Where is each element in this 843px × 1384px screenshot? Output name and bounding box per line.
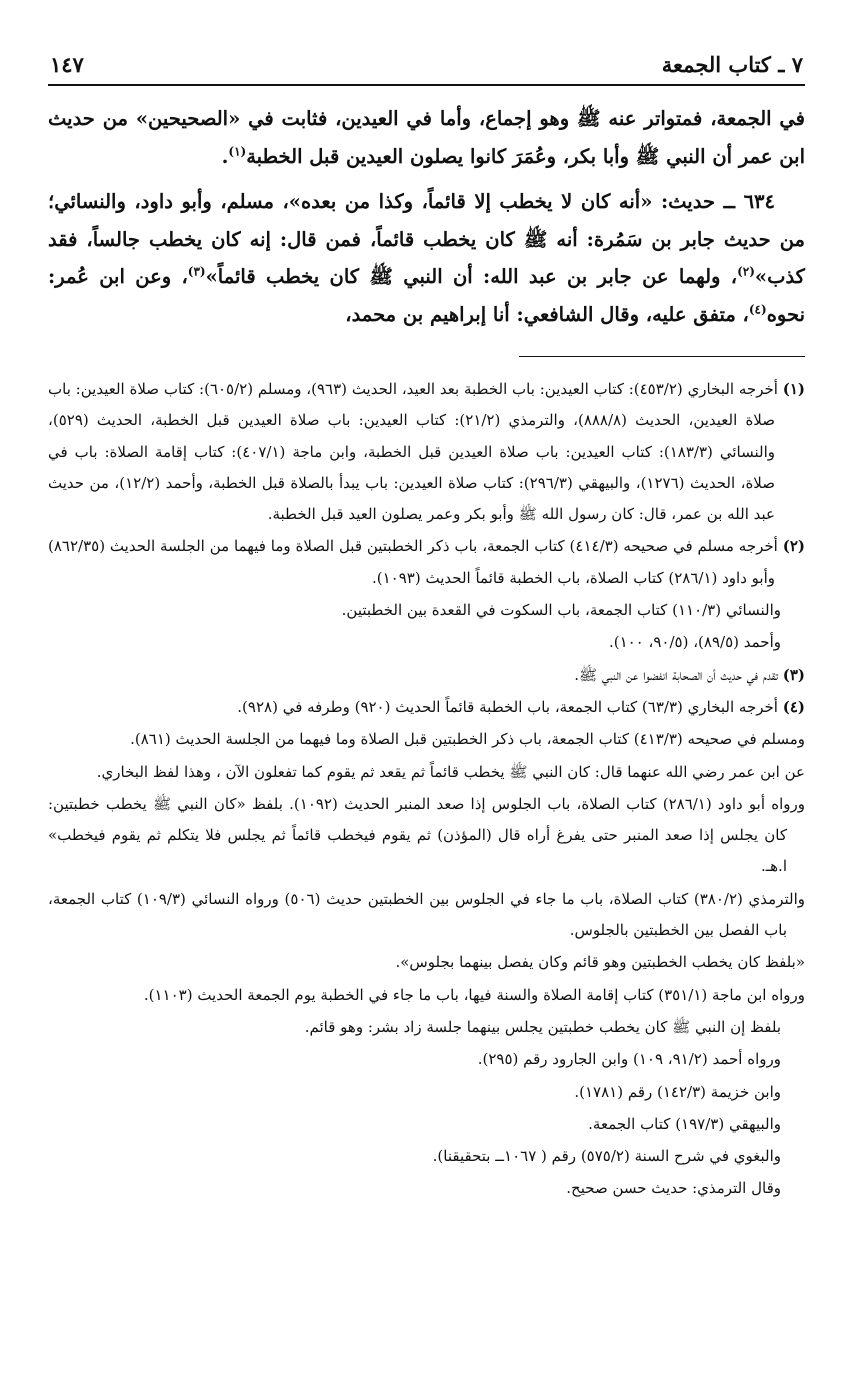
footnote-ref-1: (١) — [228, 144, 247, 158]
hadith-text-2: ، ولهما عن جابر بن عبد الله: أن النبي ﷺ كان يخطب قائماً» — [205, 265, 738, 288]
running-header — [48, 50, 805, 86]
footnote-4-line: والبغوي في شرح السنة (٥٧٥/٢) رقم ( ١٠٦٧ــ بتحقيقنا). — [432, 1147, 781, 1166]
footnote-4-line: ورواه أحمد (٩١/٢، ١٠٩) وابن الجارود رقم (٢٩٥). — [477, 1050, 781, 1069]
footnote-text: تقدم في حديث أن الصحابة انفضوا عن النبي ﷺ. — [574, 665, 778, 684]
footnote-2 — [48, 531, 805, 594]
paragraph-continuation: في الجمعة، فمتواتر عنه ﷺ وهو إجماع، وأما في العيدين، فثابت في «الصحيحين» من حديث ابن عمر أن النبي ﷺ وأبا بكر، وعُمَرَ كانوا يصلون العيدين قبل الخطبة$^{(١)}$. — [48, 107, 805, 168]
footnote-number: (١) — [782, 380, 805, 398]
page-number: ١٤٧ — [50, 52, 84, 77]
footnote-text: أخرجه البخاري (٦٣/٣) كتاب الجمعة، باب الخطبة قائماً الحديث (٩٢٠) وطرفه في (٩٢٨). — [237, 697, 778, 716]
footnote-ref-3: (٣) — [187, 264, 206, 279]
footnote-4-line: وقال الترمذي: حديث حسن صحيح. — [566, 1179, 781, 1198]
footnote-text: أخرجه مسلم في صحيحه (٤١٤/٣) كتاب الجمعة، باب ذكر الخطبتين قبل الصلاة وما فيهما من الجلسة الحديث (٨٦٢/٣٥) وأبو داود (٢٨٦/١) كتاب الصلاة، باب الخطبة قائماً الحديث (١٠٩٣). — [48, 537, 778, 587]
footnote-3 — [48, 660, 805, 691]
hadith-paragraph — [48, 183, 805, 333]
footnote-separator — [519, 356, 805, 357]
footnote-number: (٣) — [782, 665, 805, 684]
footnote-ref-2: (٢) — [737, 264, 755, 279]
hadith-text-4: ، متفق عليه، وقال الشافعي: أنا إبراهيم بن محمد، — [345, 302, 749, 326]
footnote-4-line: ورواه ابن ماجة (٣٥١/١) كتاب إقامة الصلاة والسنة فيها، باب ما جاء في الخطبة يوم الجمعة الحديث (١١٠٣). — [143, 985, 805, 1004]
footnote-4-line: بلفظ إن النبي ﷺ كان يخطب خطبتين يجلس بينهما جلسة زاد بشر: وهو قائم. — [304, 1017, 781, 1036]
footnote-number: (٤) — [782, 697, 805, 716]
footnote-2-line: وأحمد (٨٩/٥)، (٩٠/٥، ١٠٠). — [608, 633, 781, 652]
hadith-text: حديث: «أنه كان لا يخطب إلا قائماً، وكذا من بعده»، مسلم، وأبو داود، والنسائي؛ من حديث جابر بن سَمُرة: أنه ﷺ كان يخطب قائماً، فمن قال: إنه كان يخطب جالساً، فقد كذب» — [48, 190, 805, 288]
footnote-4-line: عن ابن عمر رضي الله عنهما قال: كان النبي ﷺ يخطب قائماً ثم يقعد ثم يقوم كما تفعلون الآن ، وهذا لفظ البخاري. — [96, 762, 805, 781]
footnote-text: أخرجه البخاري (٤٥٣/٢): كتاب العيدين: باب الخطبة بعد العيد، الحديث (٩٦٣)، ومسلم (٦٠٥/٢): كتاب صلاة العيدين: باب صلاة العيدين، الحديث (٨٨٨/٨)، والترمذي (٢١/٢): كتاب العيدين: باب صلاة العيدين قبل الخطبة، الحديث (٥٢٩)، والنسائي (١٨٣/٣): كتاب العيدين: باب صلاة العيدين قبل الخطبة، وابن ماجة (٤٠٧/١): كتاب إقامة الصلاة: باب في صلاة، الحديث (١٢٧٦)، والبيهقي (٢٩٦/٣): كتاب صلاة العيدين: باب يبدأ بالصلاة قبل الخطبة، وأحمد (١٢/٢)، من حديث عبد الله بن عمر، قال: كان رسول الله ﷺ وأبو بكر وعمر يصلون العيد قبل الخطبة. — [48, 380, 778, 524]
footnote-ref-4: (٤) — [748, 302, 767, 316]
main-text — [48, 100, 805, 333]
footnote-1 — [48, 374, 805, 530]
footnote-4-line: والترمذي (٣٨٠/٢) كتاب الصلاة، باب ما جاء في الجلوس بين الخطبتين حديث (٥٠٦) ورواه النسائي (١٠٩/٣) كتاب الجمعة، باب الفصل بين الخطبتين بالجلوس. — [48, 889, 805, 940]
chapter-title: ٧ ـ كتاب الجمعة — [661, 52, 803, 77]
footnote-4-line: والبيهقي (١٩٧/٣) كتاب الجمعة. — [588, 1114, 781, 1133]
footnote-4-line: وابن خزيمة (١٤٢/٣) رقم (١٧٨١). — [574, 1082, 781, 1101]
footnote-4-line: ورواه أبو داود (٢٨٦/١) كتاب الصلاة، باب الجلوس إذا صعد المنبر الحديث (١٠٩٢). بلفظ «كان النبي ﷺ يخطب خطبتين: كان يجلس إذا صعد المنبر حتى يفرغ أراه قال (المؤذن) ثم يقوم فيخطب قائماً ثم يجلس فلا يتكلم ثم يقوم فيخطب» ا.هـ. — [48, 794, 805, 876]
hadith-number: ٦٣٤ ــ — [723, 190, 775, 213]
footnote-4-line: ومسلم في صحيحه (٤١٣/٣) كتاب الجمعة، باب ذكر الخطبتين قبل الصلاة وما فيهما من الجلسة الحديث (٨٦١). — [130, 730, 805, 749]
paragraph-text: في الجمعة، فمتواتر عنه ﷺ وهو إجماع، وأما في العيدين، فثابت في «الصحيحين» من حديث ابن عمر أن النبي ﷺ وأبا بكر، وعُمَرَ كانوا يصلون العيدين قبل الخطبة — [48, 107, 805, 168]
footnotes — [48, 374, 805, 1206]
footnote-4 — [48, 692, 805, 723]
hadith-text-3: ، وعن ابن عُمر: نحوه — [48, 265, 805, 326]
footnote-number: (٢) — [782, 537, 805, 556]
footnote-2-line: والنسائي (١١٠/٣) كتاب الجمعة، باب السكوت في القعدة بين الخطبتين. — [341, 601, 781, 620]
footnote-4-line: «بلفظ كان يخطب الخطبتين وهو قائم وكان يفصل بينهما بجلوس». — [395, 953, 805, 972]
